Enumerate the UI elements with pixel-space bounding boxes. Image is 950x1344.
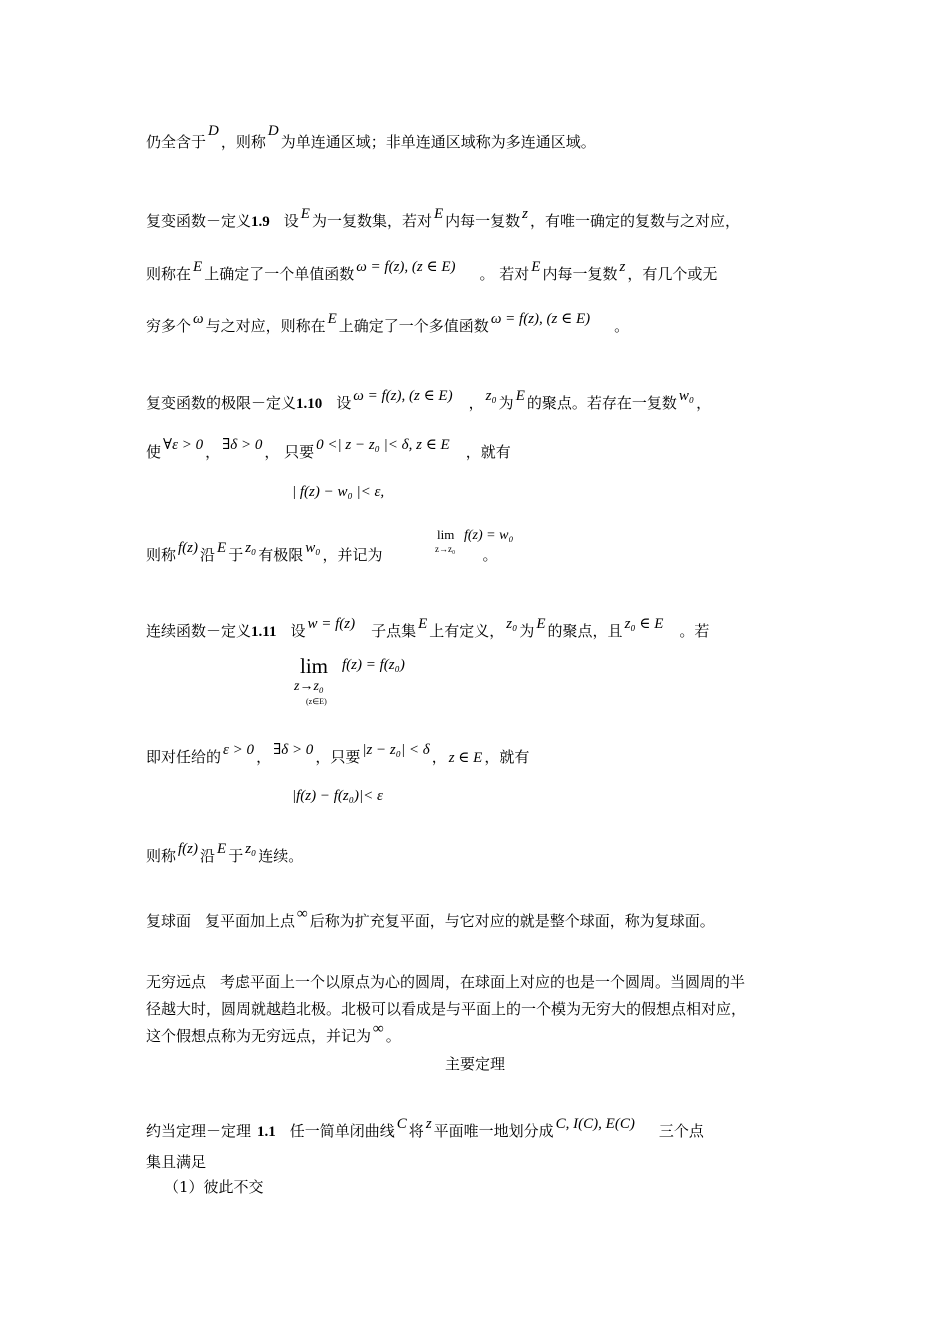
text: 则称 (146, 546, 177, 564)
continuity-limit-expression: f(z) = f(z₀) (342, 657, 405, 673)
text: 穷多个 (146, 317, 192, 335)
math-fz: f(z) (178, 841, 199, 857)
math-fz: f(z) (178, 540, 199, 556)
text: 。 (482, 546, 498, 564)
text: 与之对应，则称在 (205, 317, 326, 335)
text: 内每一复数 (445, 212, 521, 230)
math-omega: ω (193, 311, 204, 327)
text: 后称为扩充复平面，与它对应的就是整个球面，称为复球面。 (309, 912, 715, 930)
display-equation: | f(z) − w₀ |< ε, (292, 484, 385, 500)
def-1-11-line-5 (146, 842, 810, 870)
math-E: E (327, 311, 337, 327)
text: 于 (228, 847, 244, 865)
text: 。 (385, 1027, 401, 1045)
math-E: E (433, 206, 444, 222)
text: ， 只要 (264, 443, 315, 461)
text: ， (468, 394, 484, 412)
text: 。 (614, 317, 630, 335)
text: 有极限 (258, 546, 304, 564)
text: 这个假想点称为无穷远点，并记为 (146, 1027, 372, 1045)
text: 连续。 (258, 847, 304, 865)
text: 。 若对 (479, 265, 530, 283)
text: 设 (336, 394, 352, 412)
jordan-theorem-line-1 (146, 1117, 810, 1145)
text: 为 (519, 622, 535, 640)
math-E: E (531, 259, 541, 275)
text: 考虑平面上一个以原点为心的圆周，在球面上对应的也是一个圆周。当圆周的半 (220, 973, 746, 991)
math-exists-delta: ∃δ > 0 (273, 742, 314, 758)
def-1-9-line-2 (146, 260, 810, 288)
math-single-valued-function: ω = f(z), (z ∈ E) (356, 259, 456, 275)
text: 使 (146, 443, 162, 461)
limit-expression: f(z) = w₀ (464, 528, 514, 543)
lim-subscript: z→z₀ (435, 544, 456, 554)
math-E: E (217, 540, 227, 556)
def-1-10-line-4 (146, 541, 810, 569)
text: ， (431, 748, 447, 766)
math-z: z (425, 1116, 432, 1132)
def-1-10-line-1 (146, 389, 810, 417)
math-condition: 0 <| z − z₀ |< δ, z ∈ E (316, 437, 450, 453)
math-C: C (396, 1116, 407, 1132)
def-1-11-line-3 (146, 743, 810, 771)
text: 设 (283, 212, 299, 230)
math-z0-in-E: z₀ ∈ E (624, 616, 664, 632)
definition-heading: 复变函数的极限－定义 (146, 394, 297, 412)
text: （1）彼此不交 (164, 1178, 264, 1196)
math-w0: w₀ (305, 540, 321, 556)
math-z0: z₀ (485, 388, 497, 404)
lim-subscript: z→z₀ (294, 679, 324, 694)
math-z: z (619, 259, 626, 275)
math-E: E (418, 616, 428, 632)
text: 则称 (146, 847, 177, 865)
text: 则称在 (146, 265, 192, 283)
text: 任一简单闭曲线 (289, 1122, 395, 1140)
text: ，就有 (484, 748, 530, 766)
text: 平面唯一地划分成 (433, 1122, 554, 1140)
text: 。若 (679, 622, 710, 640)
text: 即对任给的 (146, 748, 222, 766)
text: 集且满足 (146, 1153, 207, 1171)
text: ，就有 (465, 443, 511, 461)
text: 子点集 (371, 622, 417, 640)
text: ， (696, 394, 712, 412)
definition-number: 1.11 (251, 624, 277, 640)
text: 三个点 (658, 1122, 704, 1140)
text: 为单连通区域；非单连通区域称为多连通区域。 (280, 133, 596, 151)
math-z-in-E: z ∈ E (448, 750, 483, 766)
text: ，有唯一确定的复数与之对应， (530, 212, 741, 230)
math-z0: z₀ (245, 540, 257, 556)
theorem-number: 1.1 (257, 1124, 276, 1140)
text: 复平面加上点 (205, 912, 296, 930)
section-title: 主要定理 (444, 1055, 505, 1073)
text: 沿 (200, 847, 216, 865)
text: 上确定了一个单值函数 (204, 265, 355, 283)
text: 于 (228, 546, 244, 564)
text: 仍全含于 (146, 133, 207, 151)
math-z: z (522, 206, 528, 222)
infinity-line-3 (146, 1022, 810, 1050)
text: ，则称 (220, 133, 266, 151)
lim-operator: lim (300, 654, 329, 678)
text: 径越大时，圆周就越趋北极。北极可以看成是与平面上的一个模为无穷大的假想点相对应， (146, 1000, 747, 1018)
math-partition-sets: C, I(C), E(C) (555, 1116, 635, 1132)
math-infinity: ∞ (373, 1021, 384, 1037)
text: ， (205, 443, 221, 461)
text: 为一复数集，若对 (311, 212, 432, 230)
def-1-9-line-1 (146, 207, 810, 235)
math-D: D (267, 123, 279, 139)
text: ，只要 (315, 748, 361, 766)
lim-subscript-condition: (z∈E) (306, 697, 327, 706)
text: ，有几个或无 (627, 265, 718, 283)
text: 的聚点。若存在一复数 (526, 394, 677, 412)
math-D: D (208, 123, 219, 139)
math-epsilon: ε > 0 (223, 742, 255, 758)
definition-heading: 连续函数－定义 (146, 622, 252, 640)
jordan-theorem-line-2 (146, 1148, 810, 1176)
def-1-10-line-2 (146, 438, 810, 466)
term-heading: 复球面 (146, 912, 192, 930)
term-heading: 无穷远点 (146, 973, 207, 991)
math-E: E (515, 388, 525, 404)
math-exists-delta: ∃δ > 0 (222, 437, 263, 453)
simply-connected-line (146, 123, 810, 156)
math-E: E (193, 259, 203, 275)
text: ， (256, 748, 272, 766)
text: 设 (290, 622, 306, 640)
math-E: E (300, 206, 310, 222)
math-w0: w₀ (678, 388, 695, 404)
definition-heading: 复变函数－定义 (146, 212, 252, 230)
math-E: E (217, 841, 227, 857)
def-1-11-line-1 (146, 617, 810, 645)
math-infinity: ∞ (297, 906, 308, 922)
math-multi-valued-function: ω = f(z), (z ∈ E) (490, 311, 591, 327)
text: 内每一复数 (542, 265, 618, 283)
math-z0: z₀ (245, 841, 257, 857)
lim-operator: lim (437, 527, 455, 542)
math-for-all-epsilon: ∀ε > 0 (163, 437, 204, 453)
display-equation: |f(z) − f(z₀)|< ε (292, 788, 383, 804)
math-z0: z₀ (506, 616, 518, 632)
math-function: w = f(z) (307, 616, 356, 632)
math-condition: |z − z₀| < δ (362, 742, 430, 758)
text: 为 (498, 394, 514, 412)
text: 的聚点，且 (547, 622, 623, 640)
text: 沿 (200, 546, 216, 564)
math-function: ω = f(z), (z ∈ E) (353, 388, 453, 404)
jordan-condition-1 (164, 1173, 810, 1201)
def-1-9-line-3 (146, 312, 810, 340)
text: 上确定了一个多值函数 (338, 317, 489, 335)
definition-number: 1.10 (296, 396, 323, 412)
definition-number: 1.9 (251, 214, 270, 230)
infinity-line-1 (146, 968, 810, 996)
math-E: E (536, 616, 546, 632)
complex-sphere-line (146, 907, 810, 935)
infinity-line-2 (146, 995, 810, 1023)
text: ，并记为 (322, 546, 383, 564)
theorem-heading: 约当定理－定理 (146, 1122, 252, 1140)
text: 上有定义， (429, 622, 505, 640)
text: 将 (408, 1122, 424, 1140)
